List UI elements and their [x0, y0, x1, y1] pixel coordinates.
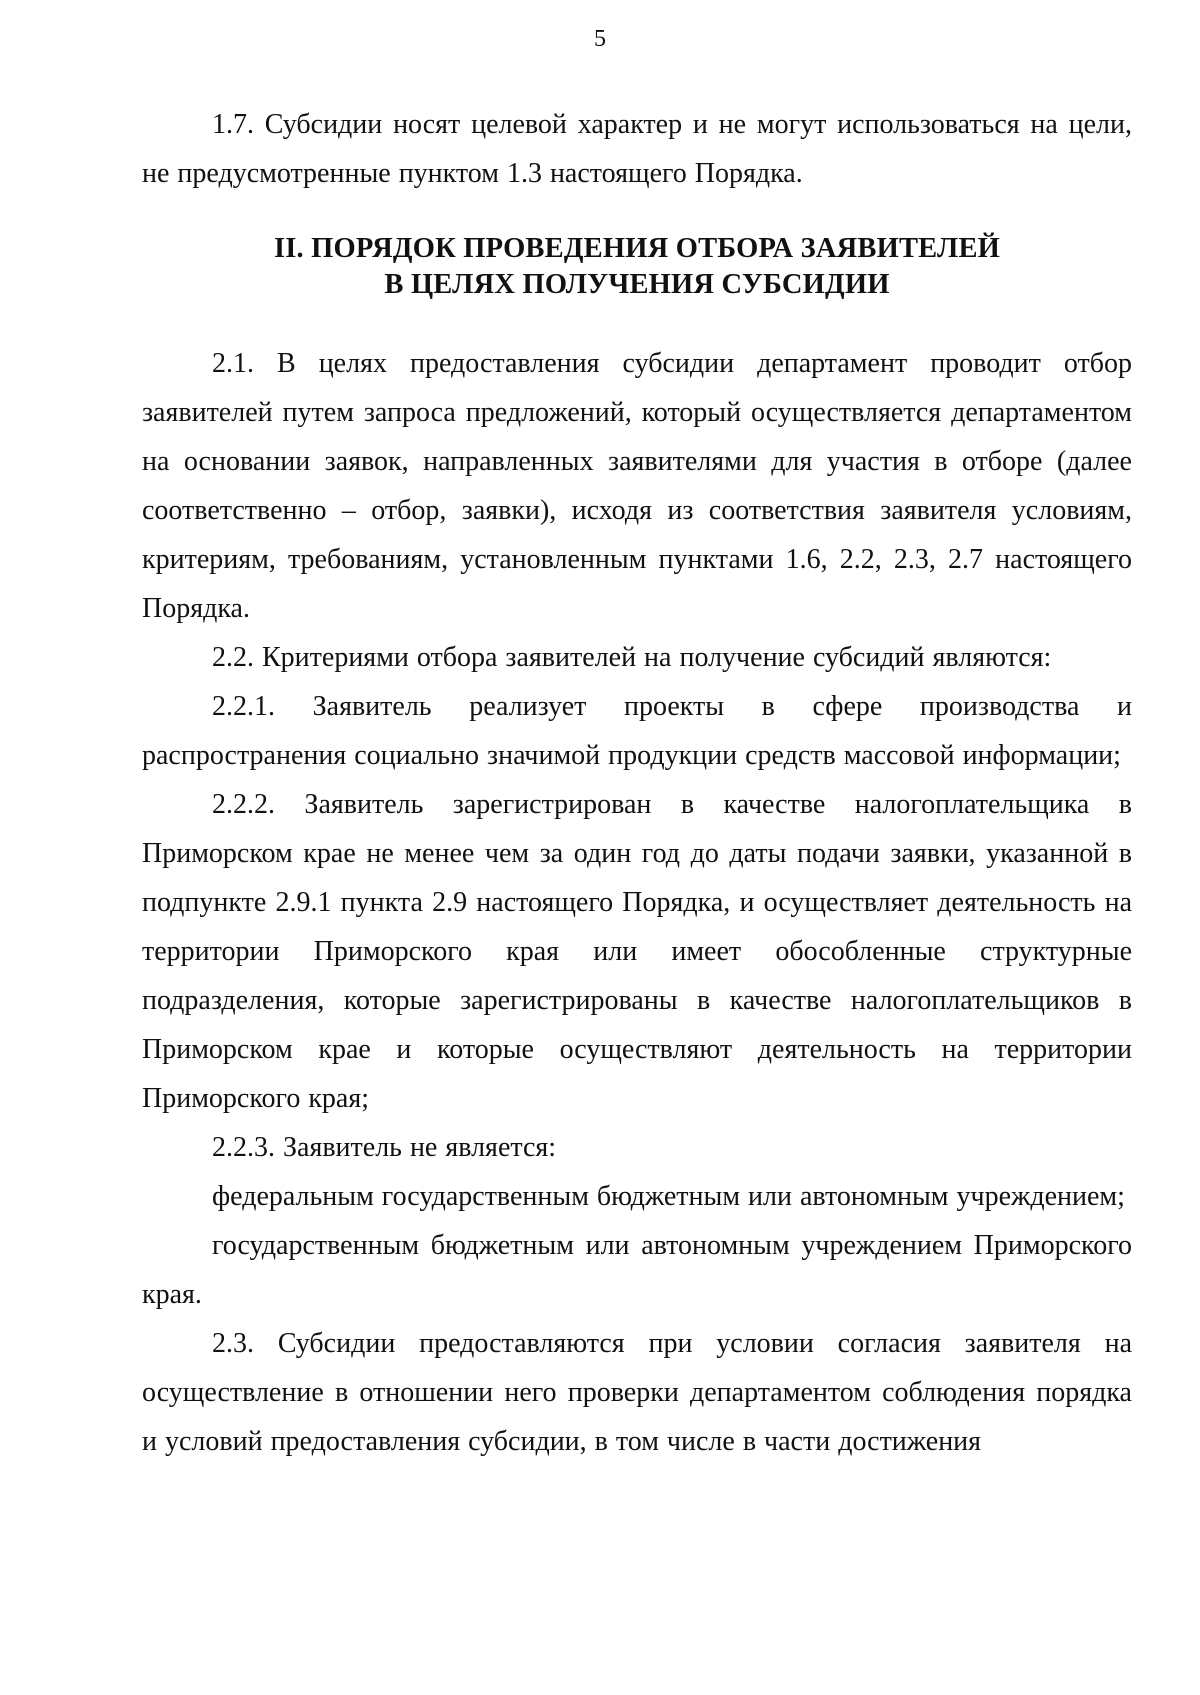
section-heading-line-2: В ЦЕЛЯХ ПОЛУЧЕНИЯ СУБСИДИИ [384, 269, 890, 300]
paragraph-2-1: 2.1. В целях предоставления субсидии департамент проводит отбор заявителей путем запроса предложений, который осуществляется департаментом на основании заявок, направленных заявителями для участия в отборе (далее соответственно – отбор, заявки), исходя из соответствия заявителя условиям, критериям, требованиям, установленным пунктами 1.6, 2.2, 2.3, 2.7 настоящего Порядка. [142, 348, 1132, 624]
paragraph-2-3: 2.3. Субсидии предоставляются при условии согласия заявителя на осуществление в отношении него проверки департаментом соблюдения порядка и условий предоставления субсидии, в том числе в части достижения [142, 1328, 1132, 1457]
paragraph-2-2-2: 2.2.2. Заявитель зарегистрирован в качестве налогоплательщика в Приморском крае не менее чем за один год до даты подачи заявки, указанной в подпункте 2.9.1 пункта 2.9 настоящего Порядка, и осуществляет деятельность на территории Приморского края или имеет обособленные структурные подразделения, которые зарегистрированы в качестве налогоплательщиков в Приморском крае и которые осуществляют деятельность на территории Приморского края; [142, 789, 1132, 1114]
paragraph-2-2-3-item-a: федеральным государственным бюджетным или автономным учреждением; [212, 1181, 1125, 1212]
paragraph-2-2-1: 2.2.1. Заявитель реализует проекты в сфере производства и распространения социально значимой продукции средств массовой информации; [142, 691, 1132, 771]
page-number: 5 [594, 26, 606, 52]
paragraph-2-2-3: 2.2.3. Заявитель не является: [212, 1132, 557, 1163]
document-body [142, 100, 1132, 1466]
paragraph-2-2: 2.2. Критериями отбора заявителей на получение субсидий являются: [212, 642, 1052, 673]
paragraph-1-7: 1.7. Субсидии носят целевой характер и не могут использоваться на цели, не предусмотренные пунктом 1.3 настоящего Порядка. [142, 109, 1132, 189]
section-heading-line-1: II. ПОРЯДОК ПРОВЕДЕНИЯ ОТБОРА ЗАЯВИТЕЛЕЙ [273, 233, 1001, 264]
section-heading [142, 231, 1132, 303]
paragraph-2-2-3-item-b: государственным бюджетным или автономным учреждением Приморского края. [142, 1230, 1132, 1310]
